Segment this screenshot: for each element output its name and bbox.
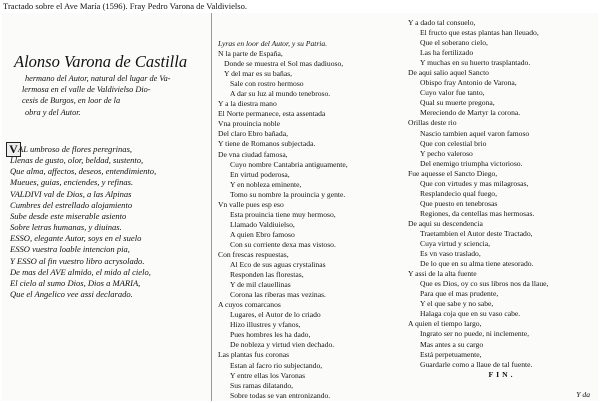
poem-line: Halaga coja que en su vaso cabe. (420, 309, 521, 319)
poem-line: Cuyo nombre Cantabria antiguamente, (230, 159, 348, 169)
poem-line: Cumbres del estrellado alojamiento (10, 199, 133, 210)
poem-line: Que es Dios, oy co sus libros nos da llaue, (420, 279, 549, 289)
poem-column-left (218, 39, 408, 401)
poem-line: En virtud poderosa, (230, 169, 290, 179)
poem-line: Y entre ellas los Varonas (230, 370, 306, 380)
catchword: Y da (576, 390, 590, 399)
poem-line: Sobre todas se van entronizando. (230, 390, 331, 400)
poem-line: Para que el mas prudente, (420, 289, 499, 299)
poem-line: Y muchas en su huerto trasplantado. (420, 58, 531, 68)
poem-line: AL umbroso de flores peregrinas, (18, 144, 133, 154)
poem-line: Sube desde este miserable asiento (10, 210, 127, 221)
subtitle-line: hermano del Autor, natural del lugar de Va- (25, 74, 171, 83)
poem-line: VALDIVI val de Dios, a las Alpinas (10, 188, 132, 199)
poem-line: Qual su muerte pregona, (420, 98, 495, 108)
poem-line: Y pecho valeroso (420, 148, 473, 158)
drop-cap: V (6, 142, 21, 157)
poem-line: Cuya virtud y sciencia, (420, 239, 491, 249)
poem-line: Y a dado tal consuelo, (408, 18, 476, 27)
poem-line: Es vn vaso traslado, (420, 249, 481, 259)
poem-line: Mueues, guias, enciendes, y refinas. (10, 177, 134, 188)
poem-line: Está perpetuamente, (420, 349, 482, 359)
poem-line: A quien el tiempo largo, (408, 319, 482, 329)
poem-line: Hizo illustres y vfanos, (230, 320, 301, 330)
fin-mark: FIN. (488, 369, 516, 379)
poem-line: Que puesto en tenebrosas (420, 198, 498, 208)
poem-line: Con frescas respuestas, (218, 249, 289, 259)
poem-line: Nascio tambien aquel varon famoso (420, 128, 530, 138)
subtitle-line: lermosa en el valle de Valdivielso Dio- (22, 85, 151, 95)
subtitle-line: obra y del Autor. (25, 107, 81, 117)
poem-line: Que con virtudes y mas milagrosas, (420, 178, 529, 188)
poem-line: Cuyo valor fue tanto, (420, 88, 485, 98)
poem-line: Lugares, el Autor de lo criado (230, 310, 321, 320)
poem-line: Y de mil clauellinas (230, 280, 291, 290)
title-subtitle (22, 73, 208, 118)
poem-line: De vna ciudad famosa, (218, 149, 288, 159)
poem-line: Traetambien el Autor deste Tractado, (420, 228, 533, 238)
poem-line: Regiones, da centellas mas hermosas. (420, 208, 535, 218)
poem-line: Donde se muestra el Sol mas dadiuoso, (224, 59, 344, 69)
poem-line: De mas del AVE almido, el mido al cielo, (10, 266, 151, 277)
poem-line: Las ha fertilizado (420, 48, 474, 58)
poem-line: Que el soberano cielo, (420, 38, 488, 48)
poem-line: Responden las florestas, (230, 270, 304, 280)
poem-line: A quien Ebro famoso (230, 229, 295, 239)
poem-line: Llamado Valdiuielso, (230, 219, 295, 229)
poem-line: Y a la diestra mano (218, 99, 277, 109)
poem-line: Al Eco de sus aguas crystalinas (230, 260, 326, 270)
poem-line: A dar su luz al mundo tenebroso. (230, 89, 331, 99)
poem-line: De lo que en su alma tiene atesorado. (420, 259, 534, 269)
poem-line: Llenas de gusto, olor, beldad, sustento, (10, 155, 144, 166)
poem-line: El fructo que estas plantas han lleuado, (420, 28, 539, 38)
poem-line: Y tiene de Romanos subjectada. (218, 139, 316, 149)
image-caption: Tractado sobre el Ave María (1596). Fray Pedro Varona de Valdivielso. (3, 1, 248, 11)
poem-line: Esta prouincia tiene muy hermoso, (230, 209, 336, 219)
poem-line: De aqui su descendencia (408, 218, 483, 228)
poem-line: Resplandecio qual fuego, (420, 188, 497, 198)
poem-line: El cielo al sumo Dios, Dios a MARIA, (10, 277, 141, 288)
poem-line: ESSO vuestra loable intencion pia, (10, 244, 130, 255)
poem-line: Sale con rostro hermoso (230, 79, 304, 89)
poem-line: Que con celestial brio (420, 138, 487, 148)
poem-line: Y assi de la alta fuente (408, 269, 477, 279)
poem-line: Del enemigo triumpha victorioso. (420, 158, 523, 168)
sonnet (10, 144, 208, 300)
poem-line: Del claro Ebro bañada, (218, 129, 288, 139)
poem-line: Orillas deste rio (408, 118, 457, 128)
poem-line: Tomo su nombre la prouincia y gente. (230, 189, 346, 199)
poem-line: De aqui salio aquel Sancto (408, 68, 489, 78)
poem-column-right (408, 18, 596, 380)
poem-line: N la parte de España, (218, 49, 283, 59)
poem-line: Sus ramas dilatando, (230, 380, 294, 390)
poem-line: Ingrato ser no puede, ni inclemente, (420, 329, 530, 339)
poem-line: Y el que sabe y no sabe, (420, 299, 494, 309)
poem-line: Corona las riberas mas vezinas. (230, 290, 326, 300)
poem-heading: Lyras en loor del Autor, y su Patria. (218, 39, 328, 48)
poem-line: Pues hombres les ha dado, (230, 330, 311, 340)
poem-line: Que el Angelico vee assi declarado. (10, 289, 133, 300)
subtitle-line: cesis de Burgos, en loor de la (22, 96, 121, 106)
poem-line: Mereciendo de Martyr la corona. (420, 108, 521, 118)
poem-line: Sobre letras humanas, y diuinas. (10, 222, 122, 233)
poem-line: Con su corriente dexa mas vistoso. (230, 239, 336, 249)
left-page (2, 13, 212, 401)
poem-line: Y en nobleza eminente, (230, 179, 302, 189)
poem-line: Vn valle pues esp eso (218, 199, 284, 209)
poem-line: El Norte permanece, esta assentada (218, 109, 326, 119)
poem-line: De nobleza y virtud vien dechado. (230, 340, 335, 350)
poem-line: Que alma, affectos, deseos, entendimiento, (10, 166, 157, 177)
poem-line: A cuyos comarcanos (218, 300, 281, 310)
poem-line: Fue aquesse el Sancto Diego, (408, 168, 498, 178)
poem-line: ESSO, elegante Autor, soys en el suelo (10, 233, 142, 244)
poem-line: Y ESSO al fin vuestro libro acrysolado. (10, 255, 145, 266)
poem-line: Mas antes a su cargo (420, 339, 484, 349)
poem-line: Las plantas fus coronas (218, 350, 290, 360)
poem-line: Vna prouincia noble (218, 119, 280, 129)
page-title: Alonso Varona de Castilla (14, 52, 188, 71)
poem-line: Estan al facro rio subjectando, (230, 360, 323, 370)
poem-line: Y del mar es su bañas, (224, 69, 293, 79)
poem-line: Guardarle como a llaue de tal fuente. (420, 359, 533, 369)
right-page (212, 13, 598, 401)
poem-line: Obispo fray Antonio de Varona, (420, 78, 517, 88)
